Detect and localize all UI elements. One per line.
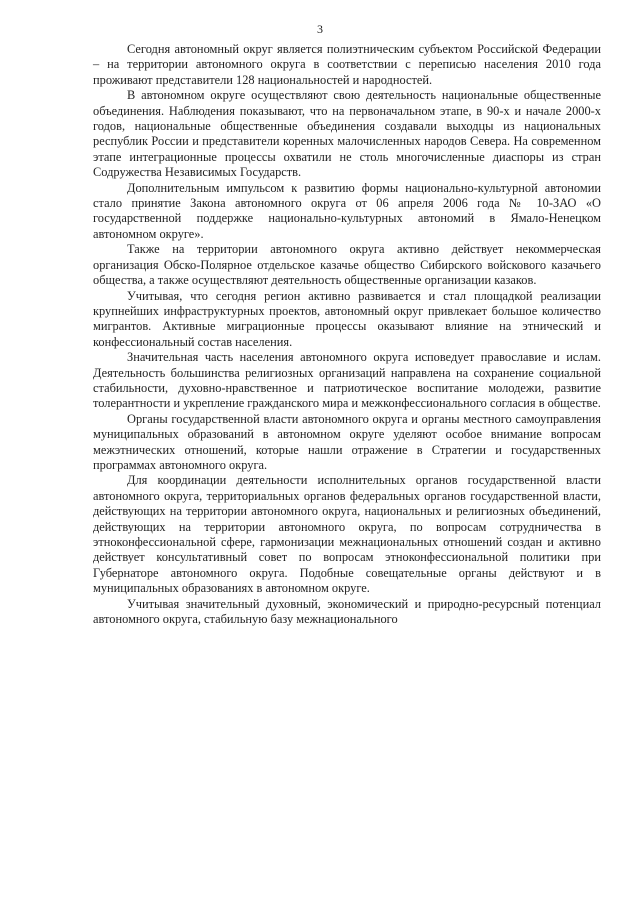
page-number: 3 xyxy=(317,22,323,36)
paragraph: Для координации деятельности исполнительных органов государственной власти автономного округа, территориальных органов федеральных органов государственной власти, действующих на территории автономного округа, национальных и религиозных объединений, действующих на территории автономного округа, по вопросам сотрудничества в этноконфессиональной сфере, гармонизации межнациональных отношений создан и активно действует консультативный совет по вопросам этноконфессиональной политики при Губернаторе автономного округа. Подобные совещательные органы действуют и в муниципальных образованиях в автономном округе. xyxy=(93,473,601,596)
paragraph: В автономном округе осуществляют свою деятельность национальные общественные объединения. Наблюдения показывают, что на первоначальном этапе, в 90-х и начале 2000-х годов, национальные общественные объединения создавали выходцы из национальных республик России и представители коренных малочисленных народов Севера. На современном этапе интеграционные процессы охватили не столь многочисленные диаспоры из стран Содружества Независимых Государств. xyxy=(93,88,601,180)
paragraph: Сегодня автономный округ является полиэтническим субъектом Российской Федерации – на территории автономного округа в соответствии с переписью населения 2010 года проживают представители 128 национальностей и народностей. xyxy=(93,42,601,87)
paragraph: Значительная часть населения автономного округа исповедует православие и ислам. Деятельность большинства религиозных организаций направлена на сохранение социальной стабильности, духовно-нравственное и патриотическое воспитание молодежи, развитие толерантности и укрепление гражданского мира и межконфессионального согласия в обществе. xyxy=(93,350,601,411)
paragraph: Дополнительным импульсом к развитию формы национально-культурной автономии стало принятие Закона автономного округа от 06 апреля 2006 года № 10-ЗАО «О государственной поддержке национально-культурных автономий в Ямало-Ненецком автономном округе». xyxy=(93,180,601,241)
paragraph: Органы государственной власти автономного округа и органы местного самоуправления муниципальных образований в автономном округе уделяют особое внимание вопросам межэтнических отношений, которые нашли отражение в Стратегии и государственных программах автономного округа. xyxy=(93,411,601,472)
paragraph: Учитывая, что сегодня регион активно развивается и стал площадкой реализации крупнейших инфраструктурных проектов, автономный округ привлекает большое количество мигрантов. Активные миграционные процессы оказывают влияние на этнический и конфессиональный состав населения. xyxy=(93,288,601,349)
document-body xyxy=(93,42,601,627)
paragraph: Также на территории автономного округа активно действует некоммерческая организация Обско-Полярное отдельское казачье общество Сибирского войскового казачьего общества, а также осуществляют деятельность общественные организации казаков. xyxy=(93,242,601,288)
paragraph: Учитывая значительный духовный, экономический и природно-ресурсный потенциал автономного округа, стабильную базу межнационального xyxy=(93,596,601,627)
